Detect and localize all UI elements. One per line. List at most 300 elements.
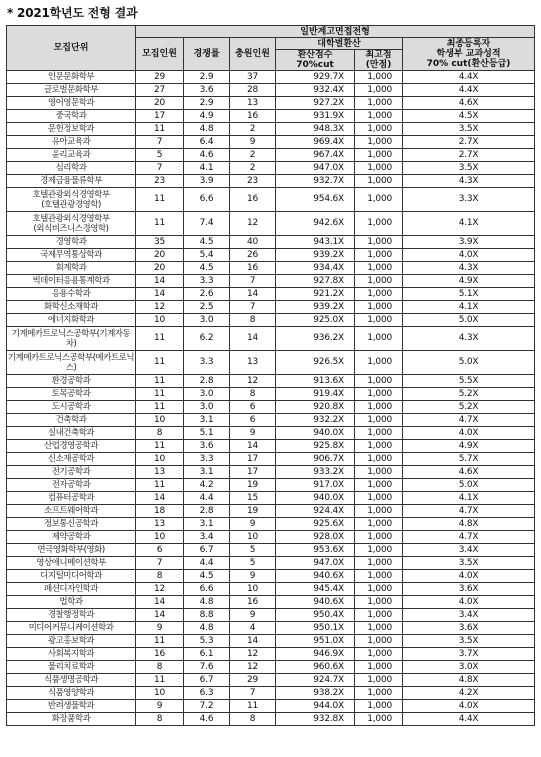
cell-rate: 6.6 xyxy=(184,188,230,212)
cell-max: 1,000 xyxy=(355,136,403,149)
cell-max: 1,000 xyxy=(355,288,403,301)
cell-grade: 4.3X xyxy=(403,262,535,275)
cell-max: 1,000 xyxy=(355,236,403,249)
cell-quota: 10 xyxy=(136,314,184,327)
header-rate: 경쟁률 xyxy=(184,38,230,71)
cell-quota: 12 xyxy=(136,583,184,596)
cell-quota: 13 xyxy=(136,466,184,479)
cell-rate: 6.3 xyxy=(184,687,230,700)
cell-unit: 전기공학과 xyxy=(7,466,136,479)
cell-max: 1,000 xyxy=(355,162,403,175)
cell-cut: 927.8X xyxy=(276,275,355,288)
cell-max: 1,000 xyxy=(355,414,403,427)
cell-unit: 회계학과 xyxy=(7,262,136,275)
cell-rate: 2.9 xyxy=(184,71,230,84)
cell-extra: 8 xyxy=(230,314,276,327)
table-row xyxy=(7,301,535,314)
table-row xyxy=(7,518,535,531)
cell-extra: 19 xyxy=(230,505,276,518)
cell-unit: 토목공학과 xyxy=(7,388,136,401)
cell-max: 1,000 xyxy=(355,544,403,557)
cell-grade: 4.8X xyxy=(403,518,535,531)
cell-extra: 14 xyxy=(230,635,276,648)
cell-rate: 4.8 xyxy=(184,622,230,635)
cell-grade: 5.5X xyxy=(403,375,535,388)
cell-unit: 산업경영공학과 xyxy=(7,440,136,453)
cell-unit: 중국학과 xyxy=(7,110,136,123)
cell-max: 1,000 xyxy=(355,661,403,674)
cell-rate: 3.3 xyxy=(184,453,230,466)
table-row xyxy=(7,557,535,570)
cell-unit: 실내건축학과 xyxy=(7,427,136,440)
cell-quota: 11 xyxy=(136,375,184,388)
cell-rate: 3.1 xyxy=(184,414,230,427)
cell-rate: 6.7 xyxy=(184,544,230,557)
table-row xyxy=(7,505,535,518)
cell-rate: 3.3 xyxy=(184,275,230,288)
table-row xyxy=(7,713,535,726)
cell-unit: 반려생물학과 xyxy=(7,700,136,713)
cell-extra: 5 xyxy=(230,544,276,557)
cell-grade: 4.0X xyxy=(403,570,535,583)
cell-rate: 6.1 xyxy=(184,648,230,661)
cell-extra: 12 xyxy=(230,212,276,236)
cell-rate: 6.4 xyxy=(184,136,230,149)
cell-unit: 미디어커뮤니케이션학과 xyxy=(7,622,136,635)
cell-unit: 호텔관광외식경영학부 (호텔관광경영학) xyxy=(7,188,136,212)
table-row xyxy=(7,288,535,301)
cell-cut: 926.5X xyxy=(276,351,355,375)
cell-unit: 영어영문학과 xyxy=(7,97,136,110)
cell-max: 1,000 xyxy=(355,531,403,544)
cell-quota: 13 xyxy=(136,518,184,531)
cell-rate: 2.8 xyxy=(184,505,230,518)
cell-grade: 4.1X xyxy=(403,212,535,236)
cell-cut: 942.6X xyxy=(276,212,355,236)
cell-grade: 2.7X xyxy=(403,149,535,162)
cell-unit: 정보통신공학과 xyxy=(7,518,136,531)
cell-quota: 11 xyxy=(136,479,184,492)
table-row xyxy=(7,674,535,687)
table-row xyxy=(7,110,535,123)
cell-cut: 948.3X xyxy=(276,123,355,136)
cell-extra: 14 xyxy=(230,440,276,453)
header-cut: 환산점수 70%cut xyxy=(276,50,355,71)
cell-grade: 3.0X xyxy=(403,661,535,674)
cell-unit: 경제금융물류학부 xyxy=(7,175,136,188)
cell-unit: 기계메카트로닉스공학부(기계자동차) xyxy=(7,327,136,351)
cell-quota: 11 xyxy=(136,635,184,648)
cell-rate: 4.8 xyxy=(184,596,230,609)
cell-grade: 3.5X xyxy=(403,123,535,136)
table-row xyxy=(7,414,535,427)
cell-unit: 건축학과 xyxy=(7,414,136,427)
cell-grade: 5.7X xyxy=(403,453,535,466)
cell-max: 1,000 xyxy=(355,351,403,375)
cell-cut: 947.0X xyxy=(276,557,355,570)
cell-extra: 8 xyxy=(230,713,276,726)
cell-unit: 패션디자인학과 xyxy=(7,583,136,596)
header-final: 최종등록자 학생부 교과성적 70% cut(환산등급) xyxy=(403,38,535,71)
cell-max: 1,000 xyxy=(355,479,403,492)
cell-max: 1,000 xyxy=(355,557,403,570)
cell-rate: 4.6 xyxy=(184,713,230,726)
cell-unit: 화장품학과 xyxy=(7,713,136,726)
cell-extra: 12 xyxy=(230,661,276,674)
cell-rate: 4.9 xyxy=(184,110,230,123)
cell-quota: 11 xyxy=(136,388,184,401)
cell-quota: 8 xyxy=(136,570,184,583)
cell-rate: 3.6 xyxy=(184,440,230,453)
cell-quota: 11 xyxy=(136,123,184,136)
cell-cut: 954.6X xyxy=(276,188,355,212)
cell-quota: 27 xyxy=(136,84,184,97)
table-row xyxy=(7,453,535,466)
table-row xyxy=(7,327,535,351)
cell-cut: 969.4X xyxy=(276,136,355,149)
cell-unit: 디지털미디어학과 xyxy=(7,570,136,583)
cell-rate: 3.0 xyxy=(184,388,230,401)
table-row xyxy=(7,427,535,440)
cell-unit: 에너지화학과 xyxy=(7,314,136,327)
cell-cut: 951.0X xyxy=(276,635,355,648)
cell-unit: 식품생명공학과 xyxy=(7,674,136,687)
cell-rate: 4.2 xyxy=(184,479,230,492)
cell-quota: 9 xyxy=(136,622,184,635)
cell-cut: 940.6X xyxy=(276,596,355,609)
cell-unit: 연극영화학부(영화) xyxy=(7,544,136,557)
cell-quota: 11 xyxy=(136,440,184,453)
cell-cut: 925.8X xyxy=(276,440,355,453)
cell-grade: 3.7X xyxy=(403,648,535,661)
cell-extra: 9 xyxy=(230,609,276,622)
cell-grade: 3.6X xyxy=(403,583,535,596)
cell-max: 1,000 xyxy=(355,401,403,414)
cell-grade: 4.4X xyxy=(403,71,535,84)
cell-unit: 환경공학과 xyxy=(7,375,136,388)
cell-grade: 4.5X xyxy=(403,110,535,123)
cell-grade: 3.5X xyxy=(403,557,535,570)
cell-extra: 16 xyxy=(230,596,276,609)
cell-quota: 35 xyxy=(136,236,184,249)
table-row xyxy=(7,136,535,149)
cell-unit: 제약공학과 xyxy=(7,531,136,544)
cell-quota: 8 xyxy=(136,713,184,726)
table-row xyxy=(7,479,535,492)
cell-grade: 4.0X xyxy=(403,427,535,440)
table-row xyxy=(7,175,535,188)
table-row xyxy=(7,388,535,401)
cell-quota: 16 xyxy=(136,648,184,661)
cell-rate: 4.4 xyxy=(184,557,230,570)
cell-extra: 10 xyxy=(230,531,276,544)
table-row xyxy=(7,262,535,275)
cell-cut: 932.7X xyxy=(276,175,355,188)
cell-max: 1,000 xyxy=(355,674,403,687)
cell-max: 1,000 xyxy=(355,713,403,726)
cell-quota: 11 xyxy=(136,401,184,414)
header-group: 일반계고면접전형 xyxy=(136,26,535,38)
cell-max: 1,000 xyxy=(355,570,403,583)
cell-grade: 5.0X xyxy=(403,479,535,492)
cell-grade: 4.4X xyxy=(403,84,535,97)
cell-extra: 16 xyxy=(230,110,276,123)
cell-max: 1,000 xyxy=(355,249,403,262)
cell-rate: 6.6 xyxy=(184,583,230,596)
cell-unit: 심리학과 xyxy=(7,162,136,175)
cell-extra: 5 xyxy=(230,557,276,570)
table-row xyxy=(7,570,535,583)
cell-cut: 906.7X xyxy=(276,453,355,466)
cell-cut: 938.2X xyxy=(276,687,355,700)
cell-max: 1,000 xyxy=(355,596,403,609)
cell-unit: 기계메카트로닉스공학부(메카트로닉스) xyxy=(7,352,135,373)
table-row xyxy=(7,149,535,162)
table-row xyxy=(7,700,535,713)
cell-extra: 16 xyxy=(230,262,276,275)
cell-unit: 화학신소재학과 xyxy=(7,301,136,314)
cell-unit: 광고홍보학과 xyxy=(7,635,136,648)
cell-rate: 4.1 xyxy=(184,162,230,175)
cell-rate: 5.1 xyxy=(184,427,230,440)
cell-grade: 4.7X xyxy=(403,505,535,518)
table-row xyxy=(7,635,535,648)
cell-rate: 2.9 xyxy=(184,97,230,110)
cell-extra: 11 xyxy=(230,700,276,713)
cell-extra: 8 xyxy=(230,388,276,401)
cell-cut: 953.6X xyxy=(276,544,355,557)
cell-unit: 문헌정보학과 xyxy=(7,123,136,136)
header-convert: 대학별환산 xyxy=(276,38,403,50)
cell-grade: 4.0X xyxy=(403,700,535,713)
cell-unit: 컴퓨터공학과 xyxy=(7,492,136,505)
cell-rate: 7.4 xyxy=(184,212,230,236)
cell-unit: 글로벌문화학부 xyxy=(7,84,136,97)
cell-rate: 3.3 xyxy=(184,351,230,375)
cell-quota: 20 xyxy=(136,97,184,110)
cell-quota: 5 xyxy=(136,149,184,162)
cell-quota: 14 xyxy=(136,609,184,622)
cell-cut: 925.6X xyxy=(276,518,355,531)
cell-extra: 12 xyxy=(230,648,276,661)
cell-grade: 3.4X xyxy=(403,544,535,557)
cell-quota: 7 xyxy=(136,557,184,570)
cell-cut: 946.9X xyxy=(276,648,355,661)
cell-cut: 950.4X xyxy=(276,609,355,622)
cell-quota: 14 xyxy=(136,596,184,609)
cell-rate: 6.2 xyxy=(184,327,230,351)
table-row xyxy=(7,531,535,544)
cell-rate: 3.4 xyxy=(184,531,230,544)
cell-unit: 인문문화학부 xyxy=(7,71,136,84)
table-row xyxy=(7,212,535,236)
cell-quota: 10 xyxy=(136,414,184,427)
table-row xyxy=(7,648,535,661)
cell-unit: 전자공학과 xyxy=(7,479,136,492)
cell-quota: 8 xyxy=(136,661,184,674)
cell-extra: 7 xyxy=(230,687,276,700)
cell-cut: 945.4X xyxy=(276,583,355,596)
cell-quota: 11 xyxy=(136,327,184,351)
cell-max: 1,000 xyxy=(355,700,403,713)
table-row xyxy=(7,314,535,327)
cell-unit: 영상애니메이션학부 xyxy=(7,557,136,570)
table-row xyxy=(7,84,535,97)
cell-grade: 3.9X xyxy=(403,236,535,249)
cell-rate: 3.0 xyxy=(184,314,230,327)
cell-grade: 4.3X xyxy=(403,327,535,351)
cell-rate: 4.6 xyxy=(184,149,230,162)
cell-grade: 5.1X xyxy=(403,288,535,301)
cell-quota: 14 xyxy=(136,492,184,505)
cell-grade: 4.1X xyxy=(403,301,535,314)
cell-quota: 9 xyxy=(136,700,184,713)
cell-grade: 3.6X xyxy=(403,622,535,635)
cell-max: 1,000 xyxy=(355,505,403,518)
cell-extra: 17 xyxy=(230,466,276,479)
cell-max: 1,000 xyxy=(355,453,403,466)
cell-max: 1,000 xyxy=(355,388,403,401)
header-unit: 모집단위 xyxy=(7,26,136,71)
cell-cut: 936.2X xyxy=(276,327,355,351)
table-row xyxy=(7,249,535,262)
cell-max: 1,000 xyxy=(355,275,403,288)
cell-unit: 식품영양학과 xyxy=(7,687,136,700)
cell-max: 1,000 xyxy=(355,440,403,453)
cell-cut: 940.6X xyxy=(276,570,355,583)
cell-extra: 2 xyxy=(230,149,276,162)
cell-max: 1,000 xyxy=(355,84,403,97)
cell-rate: 3.0 xyxy=(184,401,230,414)
cell-max: 1,000 xyxy=(355,648,403,661)
cell-extra: 7 xyxy=(230,301,276,314)
cell-cut: 940.0X xyxy=(276,427,355,440)
cell-max: 1,000 xyxy=(355,687,403,700)
cell-extra: 9 xyxy=(230,570,276,583)
cell-cut: 929.7X xyxy=(276,71,355,84)
cell-grade: 5.2X xyxy=(403,401,535,414)
cell-quota: 20 xyxy=(136,262,184,275)
table-body xyxy=(7,71,535,726)
table-row xyxy=(7,609,535,622)
table-row xyxy=(7,275,535,288)
results-table xyxy=(6,25,535,726)
cell-quota: 8 xyxy=(136,427,184,440)
cell-rate: 4.4 xyxy=(184,492,230,505)
table-row xyxy=(7,622,535,635)
cell-quota: 11 xyxy=(136,188,184,212)
cell-extra: 28 xyxy=(230,84,276,97)
cell-cut: 932.8X xyxy=(276,713,355,726)
cell-unit: 유아교육과 xyxy=(7,136,136,149)
table-row xyxy=(7,687,535,700)
cell-extra: 9 xyxy=(230,518,276,531)
cell-extra: 16 xyxy=(230,188,276,212)
results-table-container xyxy=(6,25,534,726)
cell-quota: 11 xyxy=(136,212,184,236)
cell-extra: 14 xyxy=(230,288,276,301)
cell-grade: 3.3X xyxy=(403,188,535,212)
cell-rate: 3.1 xyxy=(184,518,230,531)
cell-max: 1,000 xyxy=(355,188,403,212)
cell-extra: 40 xyxy=(230,236,276,249)
cell-cut: 947.0X xyxy=(276,162,355,175)
cell-unit: 사회복지학과 xyxy=(7,648,136,661)
cell-grade: 4.6X xyxy=(403,466,535,479)
cell-max: 1,000 xyxy=(355,518,403,531)
cell-extra: 2 xyxy=(230,162,276,175)
cell-grade: 3.4X xyxy=(403,609,535,622)
cell-quota: 10 xyxy=(136,531,184,544)
cell-rate: 5.4 xyxy=(184,249,230,262)
cell-rate: 2.6 xyxy=(184,288,230,301)
cell-grade: 2.7X xyxy=(403,136,535,149)
cell-max: 1,000 xyxy=(355,314,403,327)
cell-grade: 4.2X xyxy=(403,687,535,700)
table-row xyxy=(7,661,535,674)
cell-extra: 17 xyxy=(230,453,276,466)
cell-rate: 5.3 xyxy=(184,635,230,648)
cell-cut: 921.2X xyxy=(276,288,355,301)
cell-quota: 14 xyxy=(136,288,184,301)
cell-cut: 967.4X xyxy=(276,149,355,162)
cell-quota: 10 xyxy=(136,687,184,700)
cell-quota: 14 xyxy=(136,275,184,288)
cell-quota: 23 xyxy=(136,175,184,188)
cell-max: 1,000 xyxy=(355,71,403,84)
cell-cut: 924.7X xyxy=(276,674,355,687)
table-row xyxy=(7,583,535,596)
table-row xyxy=(7,466,535,479)
cell-max: 1,000 xyxy=(355,427,403,440)
table-row xyxy=(7,544,535,557)
table-row xyxy=(7,492,535,505)
cell-quota: 6 xyxy=(136,544,184,557)
cell-cut: 944.0X xyxy=(276,700,355,713)
cell-unit: 도시공학과 xyxy=(7,401,136,414)
cell-grade: 4.9X xyxy=(403,440,535,453)
cell-rate: 8.8 xyxy=(184,609,230,622)
cell-grade: 4.1X xyxy=(403,492,535,505)
cell-grade: 4.8X xyxy=(403,674,535,687)
cell-cut: 927.2X xyxy=(276,97,355,110)
cell-cut: 939.2X xyxy=(276,301,355,314)
cell-extra: 4 xyxy=(230,622,276,635)
cell-extra: 13 xyxy=(230,351,276,375)
cell-grade: 4.4X xyxy=(403,713,535,726)
cell-rate: 4.5 xyxy=(184,236,230,249)
cell-cut: 940.0X xyxy=(276,492,355,505)
cell-grade: 5.0X xyxy=(403,351,535,375)
cell-rate: 4.5 xyxy=(184,570,230,583)
cell-unit: 빅데이터응용통계학과 xyxy=(7,275,136,288)
cell-rate: 3.1 xyxy=(184,466,230,479)
cell-max: 1,000 xyxy=(355,97,403,110)
cell-rate: 7.2 xyxy=(184,700,230,713)
cell-rate: 6.7 xyxy=(184,674,230,687)
header-extra: 충원인원 xyxy=(230,38,276,71)
header-max: 최고점 (만점) xyxy=(355,50,403,71)
cell-grade: 4.7X xyxy=(403,531,535,544)
cell-cut: 925.0X xyxy=(276,314,355,327)
cell-grade: 3.5X xyxy=(403,162,535,175)
cell-extra: 23 xyxy=(230,175,276,188)
cell-grade: 3.5X xyxy=(403,635,535,648)
table-row xyxy=(7,375,535,388)
cell-cut: 931.9X xyxy=(276,110,355,123)
cell-grade: 5.0X xyxy=(403,314,535,327)
cell-quota: 20 xyxy=(136,249,184,262)
